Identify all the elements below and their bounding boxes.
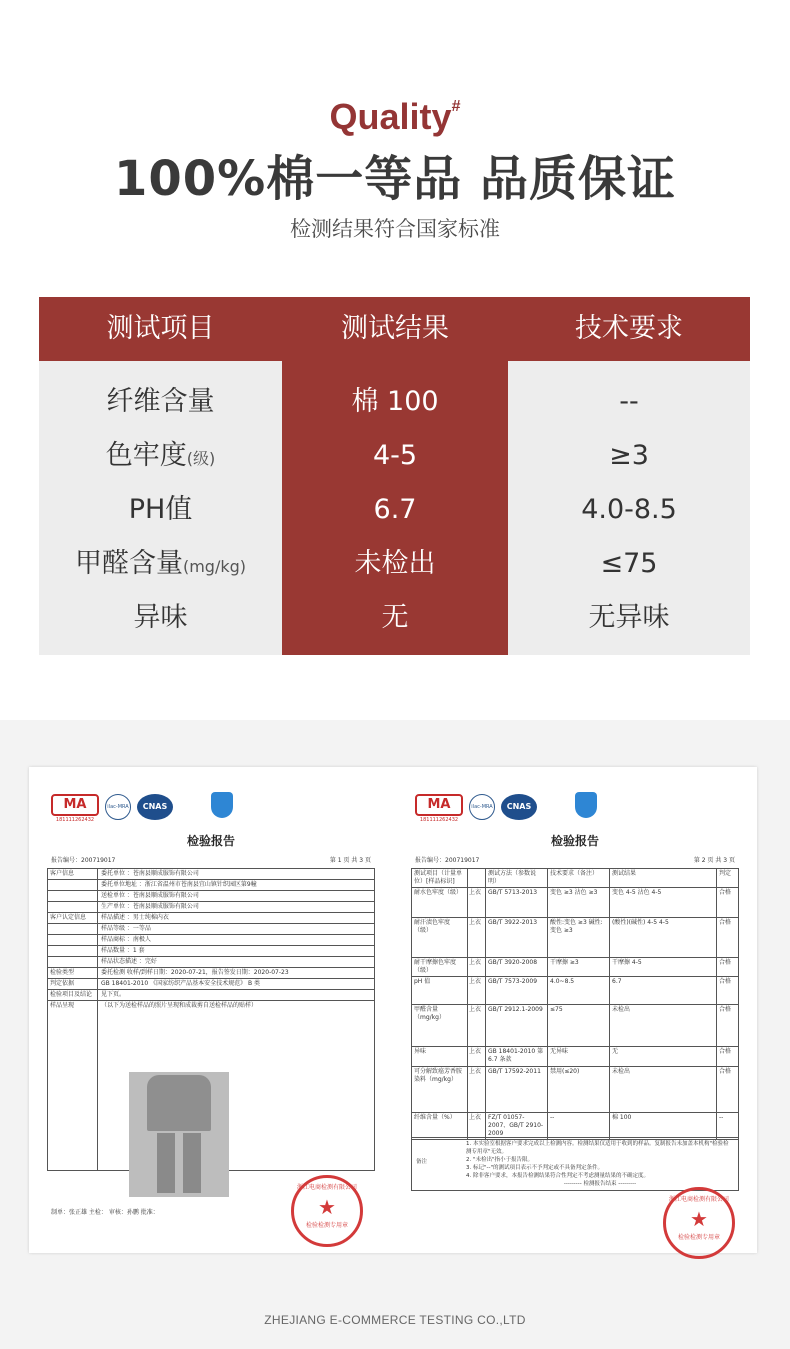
cma-logo: MA (415, 794, 463, 816)
report-title: 检验报告 (550, 834, 599, 848)
table-row (39, 591, 750, 645)
table-row: 样品等级 ：一等品 (48, 924, 375, 935)
table-row (39, 375, 750, 429)
table-row (39, 537, 750, 591)
ilac-logo: ilac-MRA (469, 794, 495, 820)
table-row: 可分解致癌芳香胺染料（mg/kg） 上衣 GB/T 17592-2011 禁用(≤20) 未检出 合格 (412, 1067, 739, 1113)
signature-row: 制单：张正雄 主检： 审核：孙鹏 批准： (51, 1209, 159, 1216)
report-sheet (29, 767, 757, 1253)
table-row: 送检单位 ：苍南县顺成服饰有限公司 (48, 891, 375, 902)
report-notes: 备注 1. 本实验室根据客户要求完成以上检测内容。检测结果仅适用于收到的样品。复制报告未加盖本机构"检验检测专用章"无效。 2. "未检出"指小于报告限。 3. 标记"--"的测试项目表示不予判定或不具备判定条件。 4. 除非客户要求，本报告检测结果符合性判定不考虑测量结果的不确定度。 --------- 检测报告结束 --------- (411, 1137, 739, 1191)
row-item: PH值 (128, 494, 193, 525)
table-row: 检验项目及结论 见下页。 (48, 990, 375, 1001)
report-page-1 (29, 767, 393, 1253)
table-row (39, 429, 750, 483)
col-header-item: 测试项目 (106, 313, 215, 344)
row-result: 未检出 (354, 548, 436, 579)
report-page-2 (393, 767, 757, 1253)
table-row: 客户认定信息 样品描述 ：男士纯棉内衣 (48, 913, 375, 924)
report-number: 报告编号：200719017 (51, 857, 116, 864)
row-result: 4-5 (372, 440, 418, 471)
official-seal: 浙江电商检测有限公司 ★ 检验检测专用章 (663, 1187, 735, 1259)
table-row: 客户信息 委托单位 ：苍南县顺成服饰有限公司 (48, 869, 375, 880)
star-icon: ★ (690, 1207, 708, 1231)
table-row: 耐水色牢度（级） 上衣 GB/T 5713-2013 变色 ≥3 沾色 ≥3 变色 4-5 沾色 4-5 合格 (412, 888, 739, 918)
row-requirement: 4.0-8.5 (581, 494, 677, 525)
table-row: 委托单位地址 ：浙江省温州市苍南县宜山镇针织园区第9幢 (48, 880, 375, 891)
ilac-logo: ilac-MRA (105, 794, 131, 820)
table-row: 生产单位 ：苍南县顺成服饰有限公司 (48, 902, 375, 913)
row-requirement: 无异味 (588, 602, 670, 633)
table-row: 判定依据 GB 18401-2010 《国家纺织产品基本安全技术规范》 B 类 (48, 979, 375, 990)
table-row: 样品商标 ：南极人 (48, 935, 375, 946)
row-item: 异味 (133, 602, 188, 633)
pants-right-shape (183, 1133, 201, 1193)
cnas-logo: CNAS (501, 794, 537, 820)
certification-logos (51, 792, 371, 824)
certification-logos (415, 792, 735, 824)
table-row: 样品呈现 （以下为送检样品的照片呈现和成裁剪自送检样品的贴样） (48, 1001, 375, 1171)
table-row: 耐干摩擦色牢度（级） 上衣 GB/T 3920-2008 干摩擦 ≥3 干摩擦 4-5 合格 (412, 958, 739, 977)
page-number: 第 2 页 共 3 页 (693, 857, 735, 864)
row-item: 色牢度(级) (105, 440, 216, 471)
cma-number: 181111262432 (55, 817, 95, 823)
shield-icon (211, 792, 233, 818)
cma-logo: MA (51, 794, 99, 816)
test-results-table (39, 297, 750, 655)
table-row: 耐汗渍色牢度（级） 上衣 GB/T 3922-2013 酸性:变色 ≥3 碱性:变色 ≥3 (酸性)(碱性) 4-5 4-5 合格 (412, 918, 739, 958)
table-row: 样品状态描述 ：完好 (48, 957, 375, 968)
report-title: 检验报告 (186, 834, 235, 848)
page-number: 第 1 页 共 3 页 (329, 857, 371, 864)
company-footer: ZHEJIANG E-COMMERCE TESTING CO.,LTD (264, 1313, 526, 1327)
shield-icon (575, 792, 597, 818)
row-requirement: -- (619, 386, 639, 417)
table-row (39, 483, 750, 537)
row-result: 棉 100 (351, 386, 439, 417)
table-row: 纤维含量（%） 上衣 FZ/T 01057-2007、GB/T 2910-2009 -- 棉 100 -- (412, 1113, 739, 1140)
table-row: pH 值 上衣 GB/T 7573-2009 4.0~8.5 6.7 合格 (412, 977, 739, 1005)
row-item: 甲醛含量(mg/kg) (74, 548, 247, 579)
test-detail-grid (411, 868, 739, 1140)
pants-left-shape (157, 1133, 175, 1193)
table-row: 检验类型 委托检测 收样/到样日期：2020-07-21，报告签发日期：2020-07-23 (48, 968, 375, 979)
official-seal: 浙江电商检测有限公司 ★ 检验检测专用章 (291, 1175, 363, 1247)
table-row: 甲醛含量（mg/kg） 上衣 GB/T 2912.1-2009 ≤75 未检出 合格 (412, 1005, 739, 1047)
col-header-result: 测试结果 (341, 313, 449, 344)
table-header (39, 297, 750, 361)
subtitle: 检测结果符合国家标准 (290, 217, 500, 241)
cnas-logo: CNAS (137, 794, 173, 820)
row-item: 纤维含量 (106, 386, 215, 417)
row-requirement: ≤75 (600, 548, 658, 579)
row-result: 6.7 (373, 494, 417, 525)
col-header-requirement: 技术要求 (575, 313, 683, 344)
cma-number: 181111262432 (419, 817, 459, 823)
row-requirement: ≥3 (609, 440, 649, 471)
table-header-row: 测试项目（计量单位）[样品标识] 测试方法（参数说明） 技术要求（备注） 测试结果 判定 (412, 869, 739, 888)
brand-title: Quality# (329, 96, 461, 137)
row-result: 无 (381, 602, 409, 633)
star-icon: ★ (318, 1195, 336, 1219)
table-row: 样品数量 ：1 套 (48, 946, 375, 957)
shirt-shape (147, 1075, 211, 1131)
table-row: 异味 上衣 GB 18401-2010 第 6.7 条款 无异味 无 合格 (412, 1047, 739, 1067)
headline: 100%棉一等品 品质保证 (113, 151, 676, 207)
report-number: 报告编号：200719017 (415, 857, 480, 864)
